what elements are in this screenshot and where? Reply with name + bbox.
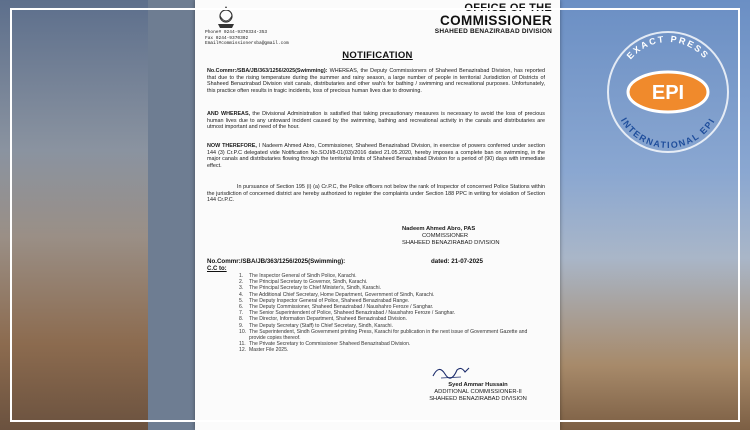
paragraph-and-whereas [207,111,545,131]
notification-title: NOTIFICATION [342,50,413,61]
contact-email: Email#commissionersba@gmail.com [205,41,289,46]
signatory-name: Nadeem Ahmed Abro, PAS [402,226,476,232]
signatory-division: SHAHEED BENAZIRABAD DIVISION [402,240,500,246]
cc-list [239,273,544,354]
cc-item-text: The Principal Secretary to Governor, Sindh, Karachi. [249,279,368,286]
office-title [435,2,552,35]
commissioner-heading: COMMISSIONER [439,13,552,28]
cc-item-text: The Additional Chief Secretary, Home Department, Government of Sindh, Karachi. [249,291,435,298]
cc-item-number: 4. [239,291,244,298]
cc-item-text: The Principal Secretary to Chief Minister's, Sindh, Karachi. [249,285,382,292]
cc-item-number: 8. [239,316,244,323]
signatory2-name: Syed Ammar Hussain [448,382,508,388]
paragraph-pursuance: In pursuance of Section 195 (i) (a) Cr.P.C, the Police officers not below the rank of Inspector of concerned Police Stations within the jurisdiction of concerned district are hereby authorized to register the complaints under Section 188 PPC in writing for violation of Section 144 Cr.P.C. [207,184,545,204]
cc-item-number: 12. [239,347,247,354]
now-therefore-text: I Nadeem Ahmed Abro, Commissioner, Shaheed Benazirabad Division, in exercise of powers conferred under section 144 (3) Cr.P.C delegated vide Notification No.SOJI/8-01(03)/2016 dated 21.05.2020, hereby imposes a complete ban on swimming, in the major canals and distributaries flowing through the territorial limits of Shaheed Benazirabad Division for a period of (90) days with immediate effect. [207,143,545,169]
cc-item-text: The Private Secretary to Commissioner Shaheed Benazirabad Division. [249,341,411,348]
epi-center-text: EPI [651,82,685,104]
cc-item-text: The Superintendent, Sindh Government printing Press, Karachi for publication in the next issue of Government Gazette and provide copies thereof. [249,328,528,342]
cc-item-text: The Deputy Inspector General of Police, Shaheed Benazirabad Range. [249,297,410,304]
paragraph-whereas [207,68,545,94]
reference-number: No.Commr:/SBA/JB/363/1256/2025(Swimming): [207,68,328,74]
handwritten-signature [431,360,471,382]
background-left [0,0,148,430]
cc-item-text: Master File 2025. [249,347,289,354]
and-whereas-lead: AND WHEREAS, [207,111,251,117]
notification-document [195,0,560,430]
signatory2-title: ADDITIONAL COMMISSIONER-II [434,389,522,395]
cc-item-text: The Director, Information Department, Shaheed Benazirabad Division. [249,316,407,323]
office-of-the: OFFICE OF THE [464,2,552,14]
contact-phone: Phone# 0244-9370334-353 [205,30,268,35]
government-emblem-icon [213,4,239,30]
paragraph-whereas-text: WHEREAS, the Deputy Commissioners of Shaheed Benazirabad Division, has reported that due to the rising temperature during the summer and rainy season, a large number of people in territorial Jurisdiction of Districts of Shaheed Benazirabad Division visit canals, distributaries and other wah's for bathing / swimming and recreational purposes. Unfortunately, this practice often results in tragic incidents, loss of precious human lives due to drowning. [207,68,546,94]
cc-item-text: The Senior Superintendent of Police, Shaheed Benazirabad / Naushahro Feroze / Sanghar. [249,310,456,317]
cc-item-text: The Inspector General of Sindh Police, Karachi. [249,273,357,279]
cc-item-number: 10. [239,328,247,335]
epi-bottom-arc: INTERNATIONAL EPI [618,115,718,151]
cc-item-number: 5. [239,297,244,304]
and-whereas-text: the Divisional Administration is satisfied that taking precautionary measures is necessary to avoid the loss of precious human lives due to any untoward incident caused by the swimming, bathing and recreational activity in the canals and distributaries are utmost important and need of the hour. [207,111,545,131]
epi-logo [598,20,738,160]
signatory-title: COMMISSIONER [422,233,469,239]
contact-fax: Fax 0244-9370302 [205,35,249,41]
cc-label: C.C to: [207,266,227,272]
cc-item-number: 1. [239,273,244,279]
contact-info [205,30,289,47]
signatory-additional-commissioner [403,382,553,403]
paragraph-now-therefore [207,143,545,169]
cc-reference-number: No.Commr:/SBA/JB/363/1256/2025(Swimming): [207,258,346,265]
cc-date: dated: 21-07-2025 [431,258,483,265]
cc-item-number: 9. [239,322,244,329]
epi-top-arc: EXACT PRESS [624,33,712,62]
cc-item-text: The Deputy Secretary (Staff) to Chief Secretary, Sindh, Karachi. [249,322,393,329]
cc-item-number: 11. [239,341,246,348]
division-heading: SHAHEED BENAZIRABAD DIVISION [434,28,552,35]
signatory-commissioner [402,226,500,247]
cc-item-number: 6. [239,304,244,311]
cc-item-number: 7. [239,310,244,317]
cc-item-number: 3. [239,285,244,292]
cc-list-item [239,347,544,353]
now-therefore-lead: NOW THEREFORE, [207,143,257,149]
signatory2-division: SHAHEED BENAZIRABAD DIVISION [429,396,527,402]
cc-item-number: 2. [239,279,244,286]
cc-list-item [239,329,544,341]
cc-item-text: The Deputy Commissioner, Shaheed Benazirabad / Naushahro Feroze / Sanghar. [249,304,434,311]
